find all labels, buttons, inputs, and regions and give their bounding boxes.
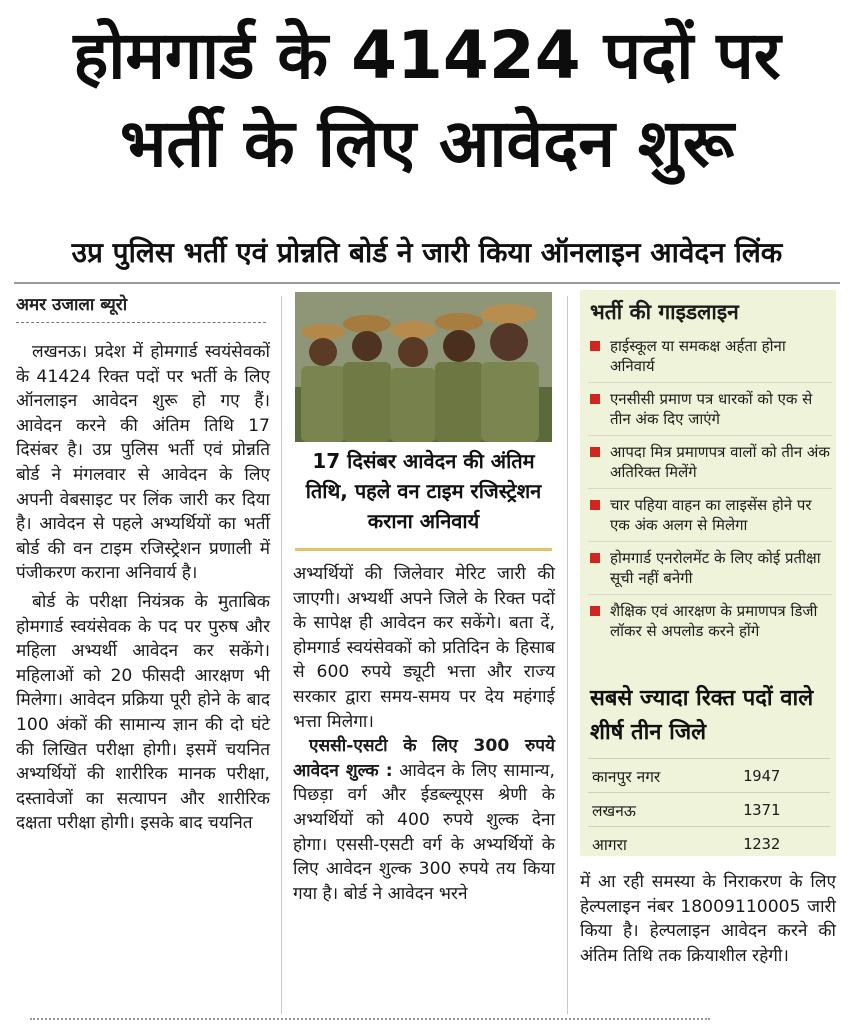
guidelines-list	[588, 336, 832, 653]
headline-line-1: होमगार्ड के 41424 पदों पर	[73, 17, 781, 94]
guideline-item: शैक्षिक एवं आरक्षण के प्रमाणपत्र डिजी लॉकर से अपलोड करने होंगे	[588, 601, 832, 647]
guidelines-title: भर्ती की गाइडलाइन	[590, 300, 739, 324]
byline: अमर उजाला ब्यूरो	[16, 295, 128, 315]
bullet-square-icon	[590, 341, 600, 351]
bullet-square-icon	[590, 447, 600, 457]
caption-rule	[295, 548, 552, 551]
guideline-item: एनसीसी प्रमाण पत्र धारकों को एक से तीन अंक दिए जाएंगे	[588, 389, 832, 436]
vacancy-count: 1947	[713, 759, 830, 793]
paragraph	[293, 734, 555, 906]
top-rule	[14, 282, 840, 284]
article-column-1	[16, 340, 270, 836]
bullet-square-icon	[590, 394, 600, 404]
column-divider	[281, 296, 282, 1016]
guideline-item: चार पहिया वाहन का लाइसेंस होने पर एक अंक अलग से मिलेगा	[588, 495, 832, 542]
paragraph: लखनऊ। प्रदेश में होमगार्ड स्वयंसेवकों के 41424 रिक्त पदों पर भर्ती के लिए ऑनलाइन आवेदन शुरू हो गए हैं। आवेदन करने की अंतिम तिथि 17 दिसंबर है। उप्र पुलिस भर्ती एवं प्रोन्नति बोर्ड ने मंगलवार से आवेदन के लिए अपनी वेबसाइट पर लिंक जारी कर दिया है। आवेदन से पहले अभ्यर्थियों का भर्ती बोर्ड की वन टाइम रजिस्ट्रेशन प्रणाली में पंजीकरण कराना अनिवार्य है।	[16, 342, 270, 584]
subheading: एससी-एसटी के लिए 300 रुपये आवेदन शुल्क :	[293, 736, 555, 781]
table-row	[588, 759, 830, 793]
homeguard-photo	[295, 292, 552, 442]
bullet-square-icon	[590, 606, 600, 616]
districts-table	[588, 758, 830, 860]
subheadline: उप्र पुलिस भर्ती एवं प्रोन्नति बोर्ड ने जारी किया ऑनलाइन आवेदन लिंक	[71, 236, 783, 269]
paragraph-text: आवेदन के लिए सामान्य, पिछड़ा वर्ग और ईडब्ल्यूएस श्रेणी के अभ्यर्थियों को 400 रुपये शुल्क देना होगा। एससी-एसटी वर्ग के अभ्यर्थियों के लिए आवेदन शुल्क 300 रुपये तय किया गया है। बोर्ड ने आवेदन भरने	[293, 760, 555, 904]
district-name: आगरा	[588, 827, 713, 861]
guideline-item: होमगार्ड एनरोलमेंट के लिए कोई प्रतीक्षा सूची नहीं बनेगी	[588, 548, 832, 595]
photo-caption: 17 दिसंबर आवेदन की अंतिम तिथि, पहले वन टाइम रजिस्ट्रेशन कराना अनिवार्य	[305, 449, 542, 533]
table-row	[588, 793, 830, 827]
district-name: कानपुर नगर	[588, 759, 713, 793]
headline	[14, 12, 840, 188]
district-name: लखनऊ	[588, 793, 713, 827]
paragraph: अभ्यर्थियों की जिलेवार मेरिट जारी की जाएगी। अभ्यर्थी अपने जिले के रिक्त पदों के सापेक्ष ही आवेदन कर सकेंगे। बता दें, होमगार्ड स्वयंसेवकों को प्रतिदिन के हिसाब से 600 रुपये ड्यूटी भत्ता और राज्य सरकार द्वारा समय-समय पर देय महंगाई भत्ता मिलेगा।	[293, 564, 555, 732]
paragraph: में आ रही समस्या के निराकरण के लिए हेल्पलाइन नंबर 18009110005 जारी किया है। हेल्पलाइन आवेदन करने की अंतिम तिथि तक क्रियाशील रहेगी।	[580, 872, 836, 966]
vacancy-count: 1232	[713, 827, 830, 861]
article-column-3	[580, 870, 836, 968]
guideline-item: हाईस्कूल या समकक्ष अर्हता होना अनिवार्य	[588, 336, 832, 383]
districts-title: सबसे ज्यादा रिक्त पदों वाले शीर्ष तीन जिले	[590, 686, 814, 745]
homeguard-group-illustration	[295, 292, 552, 442]
guideline-item: आपदा मित्र प्रमाणपत्र वालों को तीन अंक अतिरिक्त मिलेंगे	[588, 442, 832, 489]
column-divider	[567, 296, 568, 1016]
paragraph: बोर्ड के परीक्षा नियंत्रक के मुताबिक होमगार्ड स्वयंसेवक के पद पर पुरुष और महिला अभ्यर्थी आवेदन कर सकेंगे। महिलाओं को 20 फीसदी आरक्षण भी मिलेगा। आवेदन प्रक्रिया पूरी होने के बाद 100 अंकों की सामान्य ज्ञान की दो घंटे की लिखित परीक्षा होगी। इसमें चयनित अभ्यर्थियों की शारीरिक मानक परीक्षा, दस्तावेजों का सत्यापन और शारीरिक दक्षता परीक्षा होगी। इसके बाद चयनित	[16, 591, 270, 834]
bullet-square-icon	[590, 553, 600, 563]
headline-line-2: भर्ती के लिए आवेदन शुरू	[119, 105, 735, 182]
bullet-square-icon	[590, 500, 600, 510]
vacancy-count: 1371	[713, 793, 830, 827]
next-article-cutoff	[30, 1018, 710, 1020]
article-column-2	[293, 562, 555, 906]
table-row	[588, 827, 830, 861]
byline-rule	[16, 322, 266, 323]
